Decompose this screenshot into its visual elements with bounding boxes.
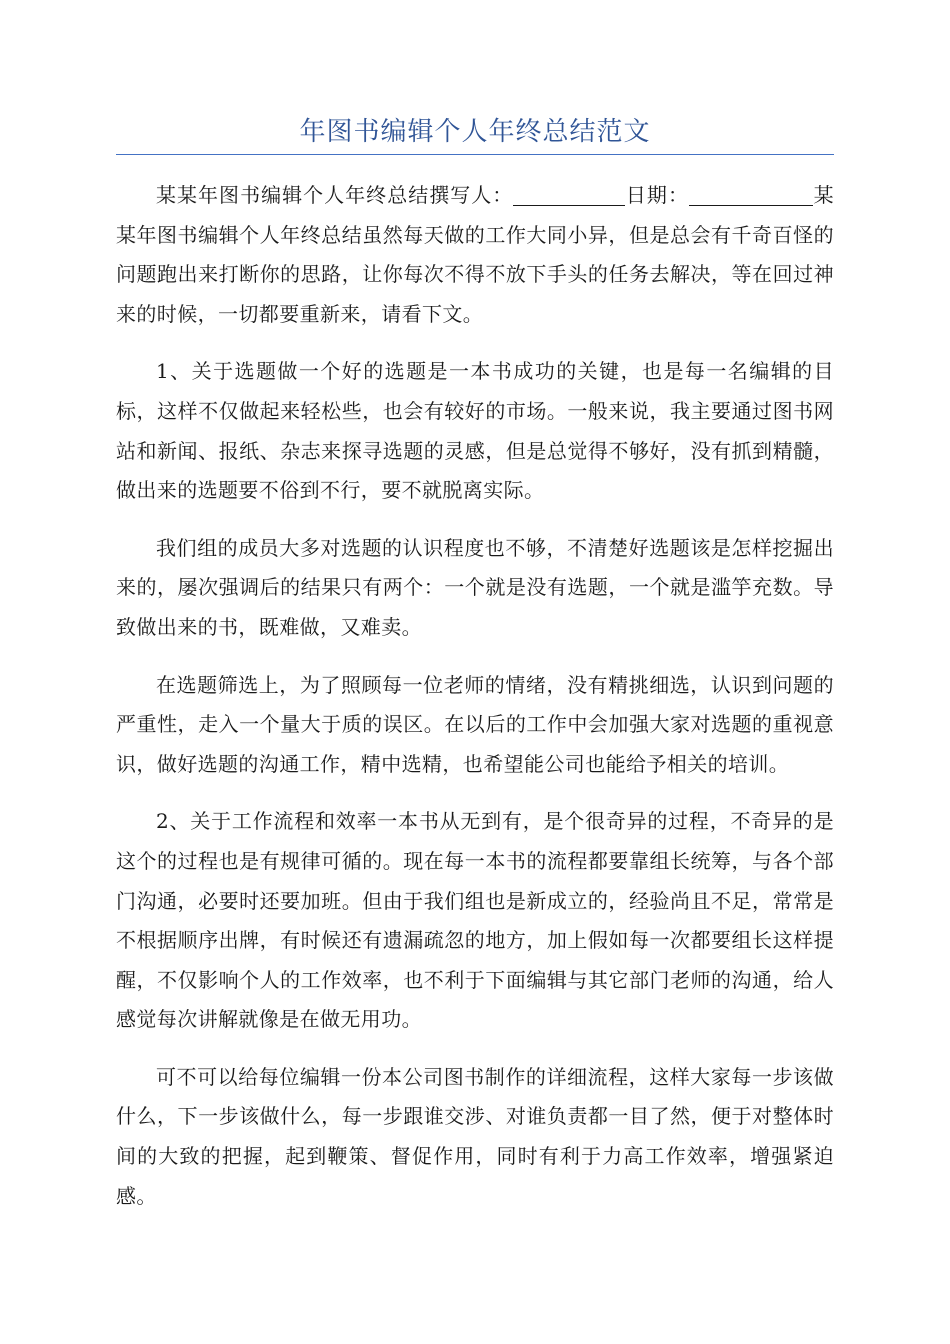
author-label: 某某年图书编辑个人年终总结撰写人： <box>156 183 514 207</box>
paragraph-workflow-efficiency: 2、关于工作流程和效率一本书从无到有，是个很奇异的过程，不奇异的是这个的过程也是有规律可循的。现在每一本书的流程都要靠组长统筹，与各个部门沟通，必要时还要加班。但由于我们组也是新成立的，经验尚且不足，常常是不根据顺序出牌，有时候还有遗漏疏忽的地方，加上假如每一次都要组长这样提醒，不仅影响个人的工作效率，也不利于下面编辑与其它部门老师的沟通，给人感觉每次讲解就像是在做无用功。 <box>116 809 834 1032</box>
intro-text: 某某年图书编辑个人年终总结虽然每天做的工作大同小异，但是总会有千奇百怪的问题跑出来打断你的思路，让你每次不得不放下手头的任务去解决，等在回过神来的时候，一切都要重新来，请看下文。 <box>116 183 834 326</box>
document-body <box>116 176 834 1234</box>
date-blank <box>689 179 813 206</box>
author-blank <box>513 179 625 206</box>
document-title: 年图书编辑个人年终总结范文 <box>299 117 651 147</box>
paragraph-team-understanding: 我们组的成员大多对选题的认识程度也不够，不清楚好选题该是怎样挖掘出来的，屡次强调后的结果只有两个：一个就是没有选题，一个就是滥竽充数。导致做出来的书，既难做，又难卖。 <box>116 535 834 639</box>
intro-paragraph <box>116 176 834 334</box>
paragraph-topic-screening: 在选题筛选上，为了照顾每一位老师的情绪，没有精挑细选，认识到问题的严重性，走入一个量大于质的误区。在以后的工作中会加强大家对选题的重视意识，做好选题的沟通工作，精中选精，也希望能公司也能给予相关的培训。 <box>116 672 834 776</box>
paragraph-workflow-suggestion: 可不可以给每位编辑一份本公司图书制作的详细流程，这样大家每一步该做什么，下一步该做什么，每一步跟谁交涉、对谁负责都一目了然，便于对整体时间的大致的把握，起到鞭策、督促作用，同时有利于力高工作效率，增强紧迫感。 <box>116 1064 834 1208</box>
title-underline <box>116 154 834 155</box>
date-label: 日期： <box>625 183 689 207</box>
paragraph-topic-selection: 1、关于选题做一个好的选题是一本书成功的关键，也是每一名编辑的目标，这样不仅做起来轻松些，也会有较好的市场。一般来说，我主要通过图书网站和新闻、报纸、杂志来探寻选题的灵感，但是总觉得不够好，没有抓到精髓，做出来的选题要不俗到不行，要不就脱离实际。 <box>116 359 834 503</box>
